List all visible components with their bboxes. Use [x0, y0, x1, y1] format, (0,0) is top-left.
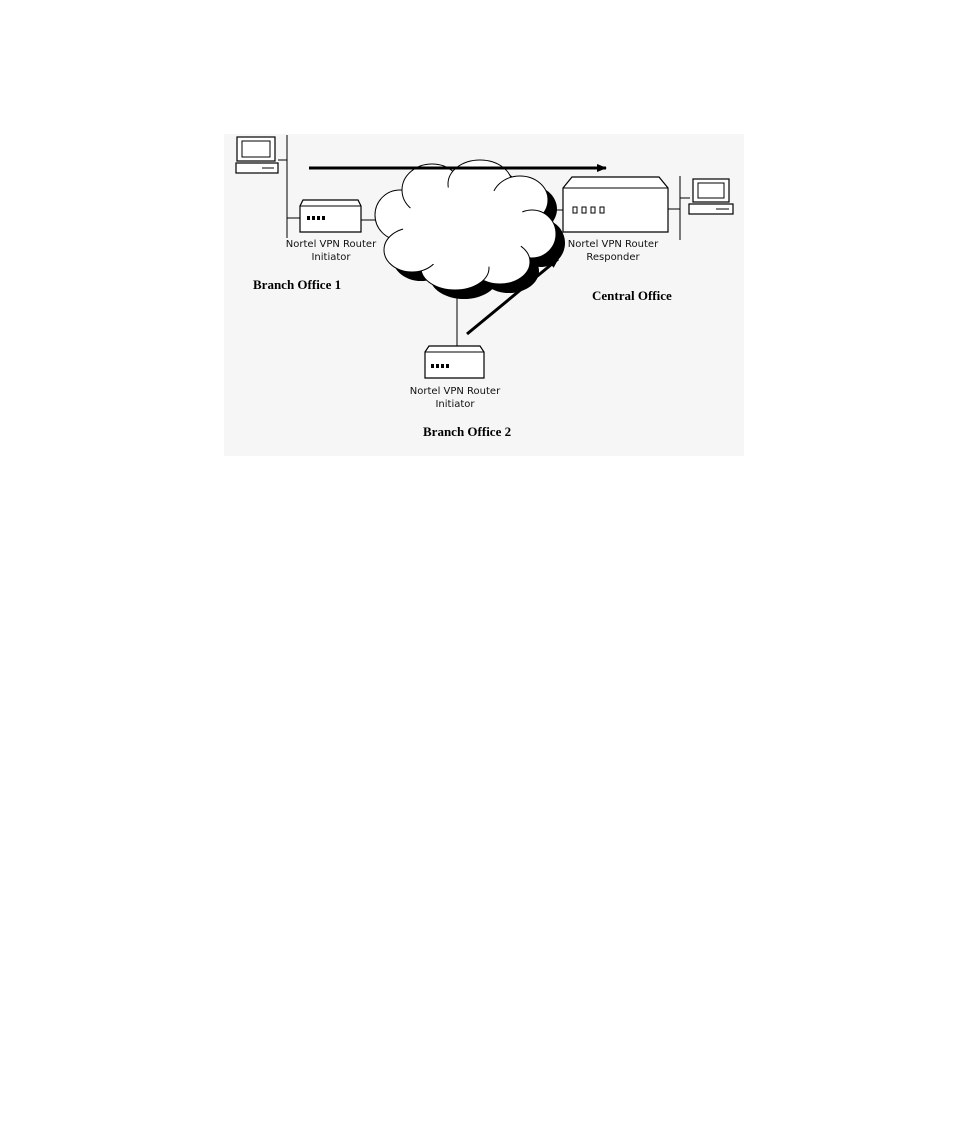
central-site-label: Central Office — [592, 288, 672, 303]
branch2-router-icon — [425, 346, 484, 378]
central-workstation-icon — [689, 179, 733, 214]
branch1-site-label: Branch Office 1 — [253, 277, 342, 292]
branch1-router-icon — [300, 200, 361, 232]
branch2-router-role: Initiator — [435, 399, 475, 410]
central-router-role: Responder — [586, 252, 640, 263]
central-router-icon — [563, 177, 668, 232]
branch2-router-label: Nortel VPN Router — [409, 386, 501, 397]
branch1-workstation-icon — [236, 137, 278, 173]
central-router-label: Nortel VPN Router — [567, 239, 659, 250]
branch2-site-label: Branch Office 2 — [423, 424, 512, 439]
branch1-router-role: Initiator — [311, 252, 351, 263]
branch1-router-label: Nortel VPN Router — [285, 239, 377, 250]
